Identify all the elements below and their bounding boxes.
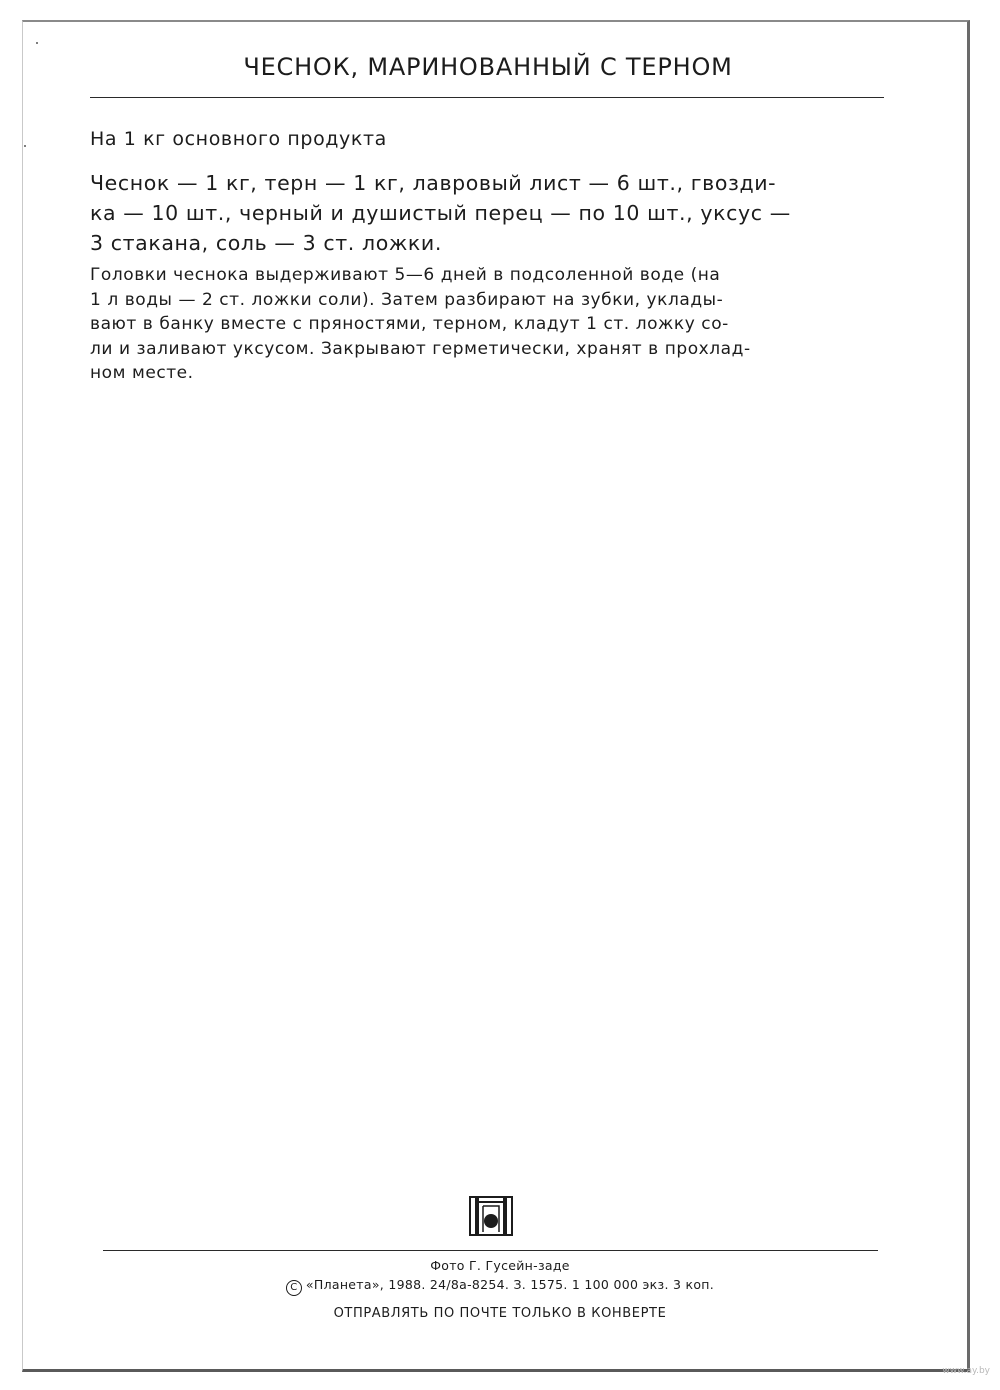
speck-mark — [36, 42, 38, 44]
instructions-line: ном месте. — [90, 363, 194, 383]
publisher-line: «Планета», 1988. 24/8а-8254. З. 1575. 1 100 000 экз. 3 коп. — [305, 1277, 715, 1292]
publisher-info — [0, 1277, 1000, 1296]
ingredients-line: Чеснок — 1 кг, терн — 1 кг, лавровый лист — 6 шт., гвозди- — [90, 171, 777, 195]
speck-mark — [24, 145, 26, 147]
instructions-line: Головки чеснока выдерживают 5—6 дней в подсоленной воде (на — [90, 265, 721, 285]
publisher-logo-icon — [469, 1196, 513, 1236]
photo-credit: Фото Г. Гусейн-заде — [430, 1258, 570, 1273]
watermark: www.ay.by — [942, 1366, 990, 1376]
copyright-icon: C — [286, 1280, 302, 1296]
ingredients-list — [90, 168, 886, 258]
footer-divider — [103, 1250, 878, 1251]
mailing-note: ОТПРАВЛЯТЬ ПО ПОЧТЕ ТОЛЬКО В КОНВЕРТЕ — [333, 1306, 667, 1321]
recipe-title: ЧЕСНОК, МАРИНОВАННЫЙ С ТЕРНОМ — [243, 53, 733, 81]
title-divider — [90, 97, 884, 98]
cooking-instructions — [90, 263, 886, 386]
instructions-line: 1 л воды — 2 ст. ложки соли). Затем разбирают на зубки, уклады- — [90, 289, 724, 310]
portion-note: На 1 кг основного продукта — [90, 128, 387, 150]
instructions-line: ли и заливают уксусом. Закрывают герметически, хранят в прохлад- — [90, 338, 751, 359]
ingredients-line: ка — 10 шт., черный и душистый перец — по 10 шт., уксус — — [90, 201, 791, 225]
ingredients-line: 3 стакана, соль — 3 ст. ложки. — [90, 231, 442, 255]
instructions-line: вают в банку вместе с пряностями, терном, кладут 1 ст. ложку со- — [90, 314, 729, 334]
